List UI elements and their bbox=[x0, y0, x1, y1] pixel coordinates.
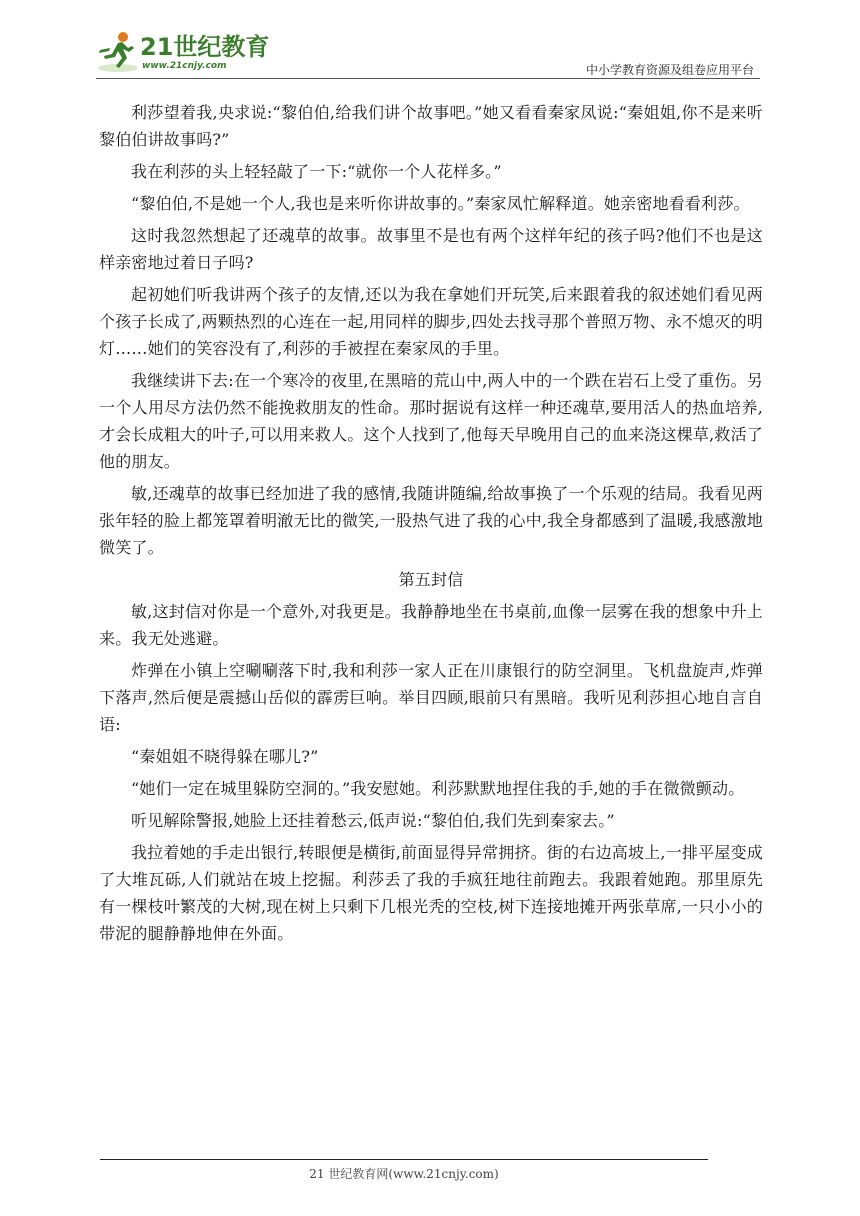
paragraph: “她们一定在城里躲防空洞的。”我安慰她。利莎默默地捏住我的手,她的手在微微颤动。 bbox=[131, 779, 745, 798]
header-tagline: 中小学教育资源及组卷应用平台 bbox=[585, 63, 754, 77]
section-title: 第五封信 bbox=[398, 570, 464, 589]
paragraph: 敏,还魂草的故事已经加进了我的感情,我随讲随编,给故事换了一个乐观的结局。我看见两张年轻的脸上都笼罩着明澈无比的微笑,一股热气进了我的心中,我全身都感到了温暖,我感激地微笑了。 bbox=[99, 484, 763, 557]
paragraph: 敏,这封信对你是一个意外,对我更是。我静静地坐在书桌前,血像一层雾在我的想象中升上来。我无处逃避。 bbox=[99, 602, 763, 648]
paragraph: 利莎望着我,央求说:“黎伯伯,给我们讲个故事吧。”她又看看秦家凤说:“秦姐姐,你不是来听黎伯伯讲故事吗?” bbox=[99, 103, 763, 149]
paragraph: 这时我忽然想起了还魂草的故事。故事里不是也有两个这样年纪的孩子吗?他们不也是这样亲密地过着日子吗? bbox=[99, 226, 763, 272]
footer-text: 21 世纪教育网(www.21cnjy.com) bbox=[309, 1167, 499, 1181]
footer-divider bbox=[100, 1159, 708, 1160]
paragraph: 炸弹在小镇上空唰唰落下时,我和利莎一家人正在川康银行的防空洞里。飞机盘旋声,炸弹下落声,然后便是震撼山岳似的霹雳巨响。举目四顾,眼前只有黑暗。我听见利莎担心地自言自语: bbox=[99, 661, 763, 734]
document-body bbox=[99, 99, 763, 947]
page-header bbox=[96, 28, 760, 78]
site-logo[interactable] bbox=[96, 28, 270, 76]
logo-url: www.21cnjy.com bbox=[142, 61, 227, 71]
header-divider bbox=[96, 78, 760, 79]
paragraph: “黎伯伯,不是她一个人,我也是来听你讲故事的。”秦家凤忙解释道。她亲密地看看利莎。 bbox=[131, 194, 750, 213]
runner-logo-icon bbox=[96, 30, 142, 74]
paragraph: 起初她们听我讲两个孩子的友情,还以为我在拿她们开玩笑,后来跟着我的叙述她们看见两个孩子长成了,两颗热烈的心连在一起,用同样的脚步,四处去找寻那个普照万物、永不熄灭的明灯……她们的笑容没有了,利莎的手被捏在秦家凤的手里。 bbox=[99, 285, 763, 358]
logo-text: 21世纪教育 bbox=[140, 33, 270, 61]
paragraph: 我拉着她的手走出银行,转眼便是横街,前面显得异常拥挤。街的右边高坡上,一排平屋变成了大堆瓦砾,人们就站在坡上挖掘。利莎丢了我的手疯狂地往前跑去。我跟着她跑。那里原先有一棵枝叶繁茂的大树,现在树上只剩下几根光秃的空枝,树下连接地摊开两张草席,一只小小的带泥的腿静静地伸在外面。 bbox=[99, 843, 763, 943]
paragraph: 我在利莎的头上轻轻敲了一下:“就你一个人花样多。” bbox=[131, 162, 502, 181]
paragraph: “秦姐姐不晓得躲在哪儿?” bbox=[131, 747, 319, 766]
paragraph: 听见解除警报,她脸上还挂着愁云,低声说:“黎伯伯,我们先到秦家去。” bbox=[131, 811, 615, 830]
paragraph: 我继续讲下去:在一个寒冷的夜里,在黑暗的荒山中,两人中的一个跌在岩石上受了重伤。另一个人用尽方法仍然不能挽救朋友的性命。那时据说有这样一种还魂草,要用活人的热血培养,才会长成粗大的叶子,可以用来救人。这个人找到了,他每天早晚用自己的血来浇这棵草,救活了他的朋友。 bbox=[99, 371, 763, 471]
